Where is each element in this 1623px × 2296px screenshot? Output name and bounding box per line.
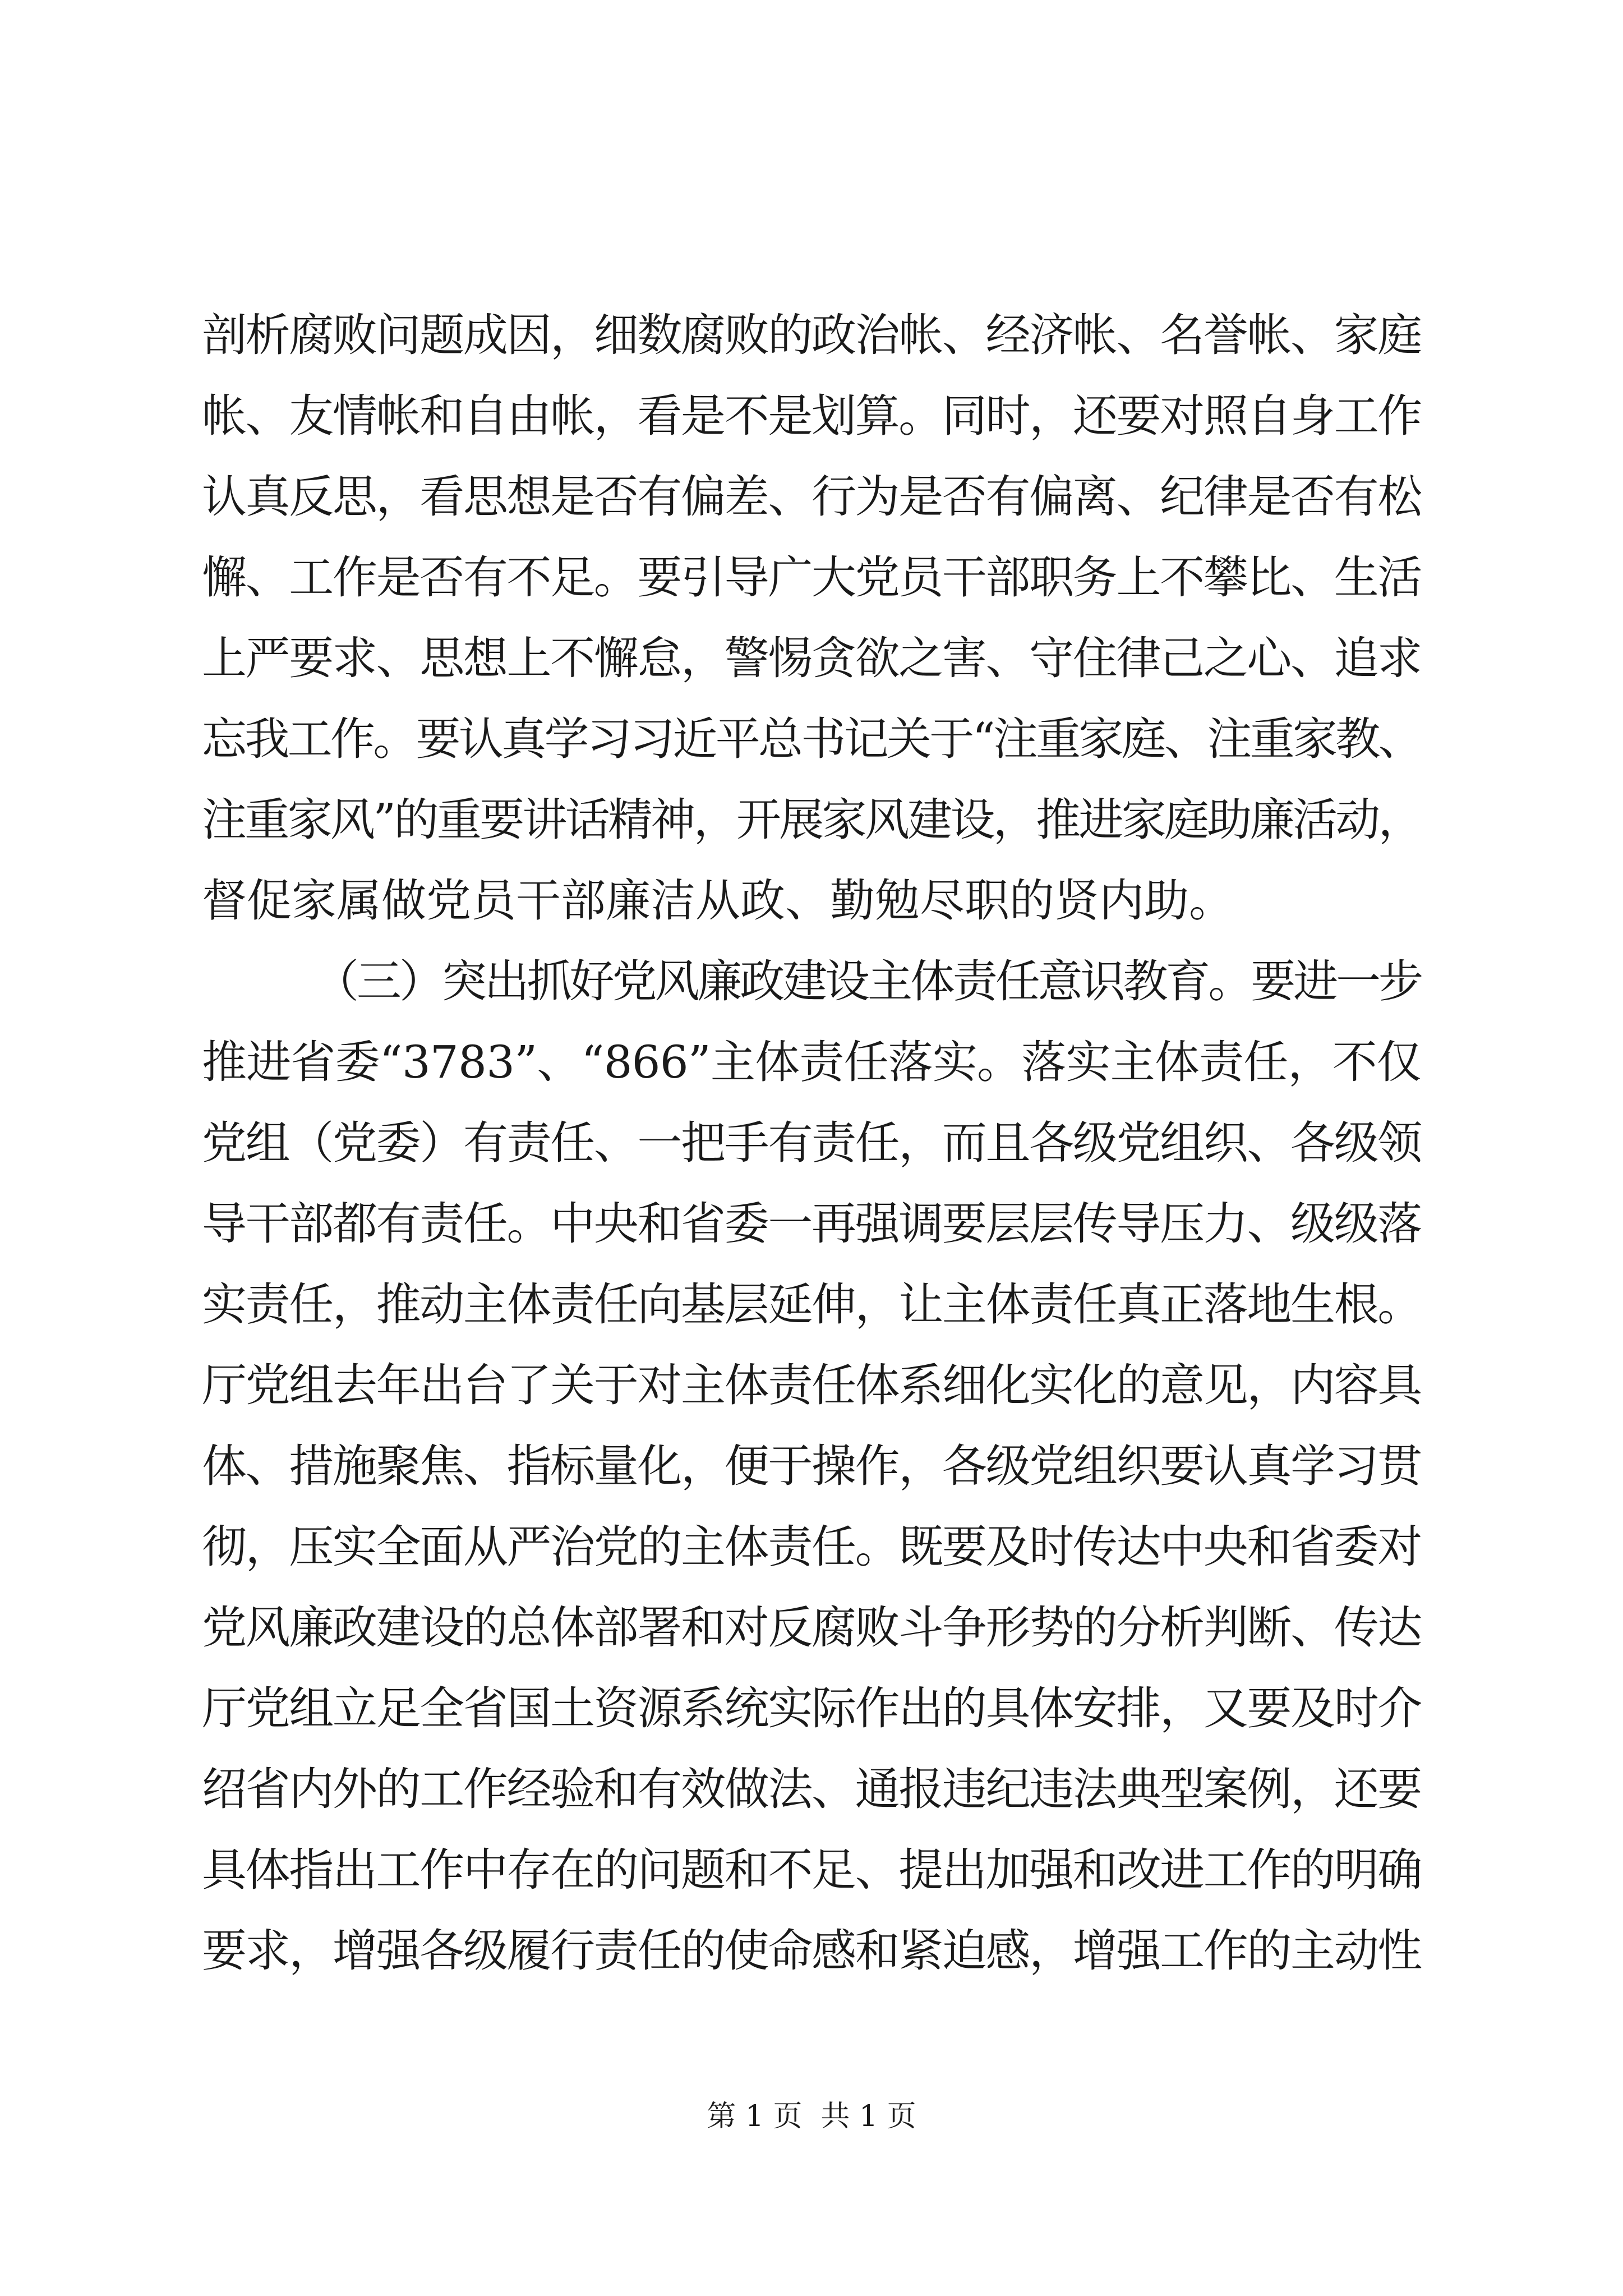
text-line-17: 党风廉政建设的总体部署和对反腐败斗争形势的分析判断、传达 bbox=[202, 1602, 1421, 1654]
text-line-4: 懈、工作是否有不足。要引导广大党员干部职务上不攀比、生活 bbox=[202, 551, 1421, 604]
text-line-11: 党组（党委）有责任、一把手有责任，而且各级党组织、各级领 bbox=[202, 1117, 1421, 1169]
text-line-2: 帐、友情帐和自由帐，看是不是划算。同时，还要对照自身工作 bbox=[202, 390, 1421, 442]
text-line-18: 厅党组立足全省国土资源系统实际作出的具体安排，又要及时介 bbox=[202, 1682, 1421, 1734]
page-footer: 第 1 页 共 1 页 bbox=[707, 2100, 916, 2133]
text-line-5: 上严要求、思想上不懈怠，警惕贪欲之害、守住律己之心、追求 bbox=[202, 632, 1421, 684]
section-heading-line: （三）突出抓好党风廉政建设主体责任意识教育。要进一步 bbox=[314, 955, 1421, 1007]
text-line-1: 剖析腐败问题成因，细数腐败的政治帐、经济帐、名誉帐、家庭 bbox=[202, 309, 1421, 361]
text-line-14: 厅党组去年出台了关于对主体责任体系细化实化的意见，内容具 bbox=[202, 1359, 1421, 1411]
text-line-21: 要求，增强各级履行责任的使命感和紧迫感，增强工作的主动性 bbox=[202, 1925, 1421, 1977]
text-line-16: 彻，压实全面从严治党的主体责任。既要及时传达中央和省委对 bbox=[202, 1521, 1421, 1573]
text-line-7: 注重家风”的重要讲话精神，开展家风建设，推进家庭助廉活动， bbox=[202, 794, 1421, 846]
text-line-3: 认真反思，看思想是否有偏差、行为是否有偏离、纪律是否有松 bbox=[202, 471, 1421, 523]
text-line-12: 导干部都有责任。中央和省委一再强调要层层传导压力、级级落 bbox=[202, 1198, 1421, 1250]
text-line-13: 实责任，推动主体责任向基层延伸，让主体责任真正落地生根。 bbox=[202, 1278, 1421, 1331]
text-line-8: 督促家属做党员干部廉洁从政、勤勉尽职的贤内助。 bbox=[202, 875, 1234, 927]
text-line-19: 绍省内外的工作经验和有效做法、通报违纪违法典型案例，还要 bbox=[202, 1763, 1421, 1815]
text-line-20: 具体指出工作中存在的问题和不足、提出加强和改进工作的明确 bbox=[202, 1844, 1421, 1896]
text-line-10: 推进省委“3783”、“866”主体责任落实。落实主体责任，不仅 bbox=[202, 1036, 1421, 1088]
text-line-15: 体、措施聚焦、指标量化，便于操作，各级党组织要认真学习贯 bbox=[202, 1440, 1421, 1492]
text-line-6: 忘我工作。要认真学习习近平总书记关于“注重家庭、注重家教、 bbox=[202, 713, 1421, 765]
